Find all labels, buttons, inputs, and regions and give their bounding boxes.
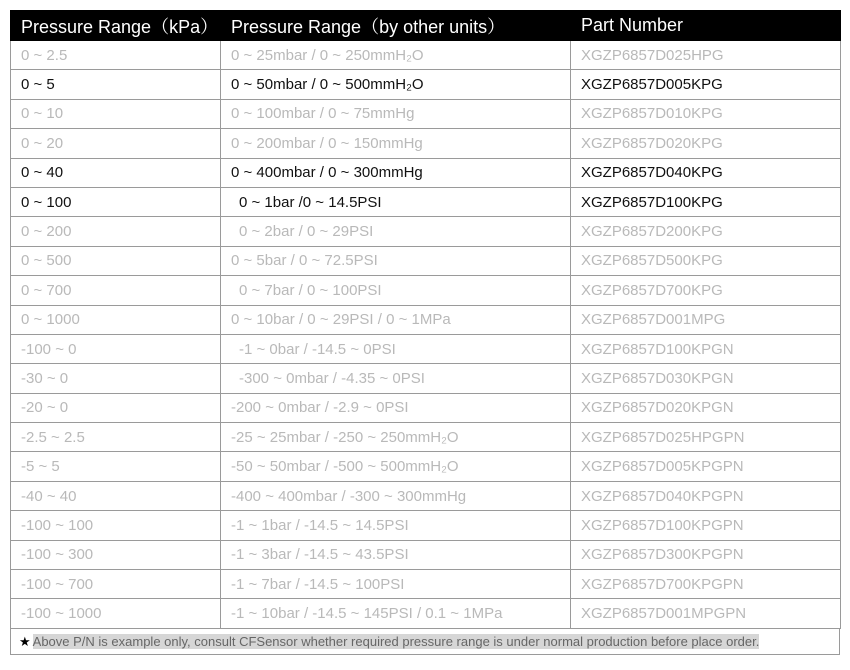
range-kpa-cell: 0 ~ 10 [11, 99, 221, 128]
table-row [11, 334, 841, 363]
range-kpa-cell: -5 ~ 5 [11, 452, 221, 481]
pressure-range-table [10, 10, 841, 629]
range-other-units-cell: 0 ~ 7bar / 0 ~ 100PSI [221, 276, 571, 305]
part-number-cell: XGZP6857D300KPGPN [571, 540, 841, 569]
part-number-cell: XGZP6857D700KPGPN [571, 570, 841, 599]
range-kpa-cell: 0 ~ 20 [11, 129, 221, 158]
table-row [11, 41, 841, 70]
part-number-cell: XGZP6857D005KPG [571, 70, 841, 99]
part-number-cell: XGZP6857D100KPGN [571, 334, 841, 363]
header-pressure-range-kpa: Pressure Range（kPa） [11, 11, 221, 41]
part-number-cell: XGZP6857D500KPG [571, 246, 841, 275]
range-kpa-cell: -100 ~ 100 [11, 511, 221, 540]
range-other-units-cell: 0 ~ 2bar / 0 ~ 29PSI [221, 217, 571, 246]
part-number-cell: XGZP6857D100KPG [571, 187, 841, 216]
part-number-cell: XGZP6857D700KPG [571, 276, 841, 305]
part-number-cell: XGZP6857D200KPG [571, 217, 841, 246]
star-icon: ★ [19, 633, 31, 649]
range-other-units-cell: -1 ~ 1bar / -14.5 ~ 14.5PSI [221, 511, 571, 540]
table-row [11, 481, 841, 510]
part-number-cell: XGZP6857D040KPGPN [571, 481, 841, 510]
table-row [11, 452, 841, 481]
table-row [11, 599, 841, 628]
range-other-units-cell: 0 ~ 100mbar / 0 ~ 75mmHg [221, 99, 571, 128]
part-number-cell: XGZP6857D010KPG [571, 99, 841, 128]
range-kpa-cell: 0 ~ 5 [11, 70, 221, 99]
range-other-units-cell: -200 ~ 0mbar / -2.9 ~ 0PSI [221, 393, 571, 422]
part-number-cell: XGZP6857D100KPGPN [571, 511, 841, 540]
table-row [11, 187, 841, 216]
range-kpa-cell: 0 ~ 500 [11, 246, 221, 275]
range-other-units-cell: -400 ~ 400mbar / -300 ~ 300mmHg [221, 481, 571, 510]
part-number-cell: XGZP6857D020KPG [571, 129, 841, 158]
table-row [11, 70, 841, 99]
range-kpa-cell: -2.5 ~ 2.5 [11, 423, 221, 452]
range-other-units-cell: 0 ~ 200mbar / 0 ~ 150mmHg [221, 129, 571, 158]
range-kpa-cell: -40 ~ 40 [11, 481, 221, 510]
range-other-units-cell: 0 ~ 5bar / 0 ~ 72.5PSI [221, 246, 571, 275]
range-other-units-cell: -25 ~ 25mbar / -250 ~ 250mmH₂O [221, 423, 571, 452]
part-number-cell: XGZP6857D005KPGPN [571, 452, 841, 481]
table-row [11, 540, 841, 569]
footnote-text: Above P/N is example only, consult CFSensor whether required pressure range is under normal production before place order. [32, 633, 760, 649]
header-part-number: Part Number [571, 11, 841, 41]
table-row [11, 570, 841, 599]
range-kpa-cell: -30 ~ 0 [11, 364, 221, 393]
range-kpa-cell: -100 ~ 300 [11, 540, 221, 569]
range-other-units-cell: -300 ~ 0mbar / -4.35 ~ 0PSI [221, 364, 571, 393]
range-kpa-cell: 0 ~ 700 [11, 276, 221, 305]
range-kpa-cell: -100 ~ 1000 [11, 599, 221, 628]
table-row [11, 129, 841, 158]
table-row [11, 217, 841, 246]
range-kpa-cell: 0 ~ 2.5 [11, 41, 221, 70]
range-kpa-cell: 0 ~ 40 [11, 158, 221, 187]
table-row [11, 511, 841, 540]
range-kpa-cell: 0 ~ 100 [11, 187, 221, 216]
part-number-cell: XGZP6857D001MPGPN [571, 599, 841, 628]
range-kpa-cell: 0 ~ 1000 [11, 305, 221, 334]
range-other-units-cell: -1 ~ 3bar / -14.5 ~ 43.5PSI [221, 540, 571, 569]
range-kpa-cell: -20 ~ 0 [11, 393, 221, 422]
range-other-units-cell: 0 ~ 400mbar / 0 ~ 300mmHg [221, 158, 571, 187]
table-row [11, 246, 841, 275]
part-number-cell: XGZP6857D040KPG [571, 158, 841, 187]
range-kpa-cell: -100 ~ 0 [11, 334, 221, 363]
part-number-cell: XGZP6857D025HPGPN [571, 423, 841, 452]
range-other-units-cell: -50 ~ 50mbar / -500 ~ 500mmH₂O [221, 452, 571, 481]
table-row [11, 305, 841, 334]
range-kpa-cell: -100 ~ 700 [11, 570, 221, 599]
table-row [11, 393, 841, 422]
table-body [11, 41, 841, 629]
range-other-units-cell: 0 ~ 50mbar / 0 ~ 500mmH₂O [221, 70, 571, 99]
footnote [10, 629, 840, 655]
range-other-units-cell: 0 ~ 10bar / 0 ~ 29PSI / 0 ~ 1MPa [221, 305, 571, 334]
table-row [11, 276, 841, 305]
range-other-units-cell: -1 ~ 10bar / -14.5 ~ 145PSI / 0.1 ~ 1MPa [221, 599, 571, 628]
range-other-units-cell: 0 ~ 1bar /0 ~ 14.5PSI [221, 187, 571, 216]
table-row [11, 99, 841, 128]
part-number-cell: XGZP6857D025HPG [571, 41, 841, 70]
header-pressure-range-other-units: Pressure Range（by other units） [221, 11, 571, 41]
range-other-units-cell: -1 ~ 0bar / -14.5 ~ 0PSI [221, 334, 571, 363]
table-row [11, 423, 841, 452]
table-row [11, 158, 841, 187]
pressure-range-table-container [10, 10, 840, 655]
part-number-cell: XGZP6857D020KPGN [571, 393, 841, 422]
part-number-cell: XGZP6857D001MPG [571, 305, 841, 334]
table-row [11, 364, 841, 393]
range-other-units-cell: -1 ~ 7bar / -14.5 ~ 100PSI [221, 570, 571, 599]
range-kpa-cell: 0 ~ 200 [11, 217, 221, 246]
range-other-units-cell: 0 ~ 25mbar / 0 ~ 250mmH₂O [221, 41, 571, 70]
part-number-cell: XGZP6857D030KPGN [571, 364, 841, 393]
table-header-row [11, 11, 841, 41]
